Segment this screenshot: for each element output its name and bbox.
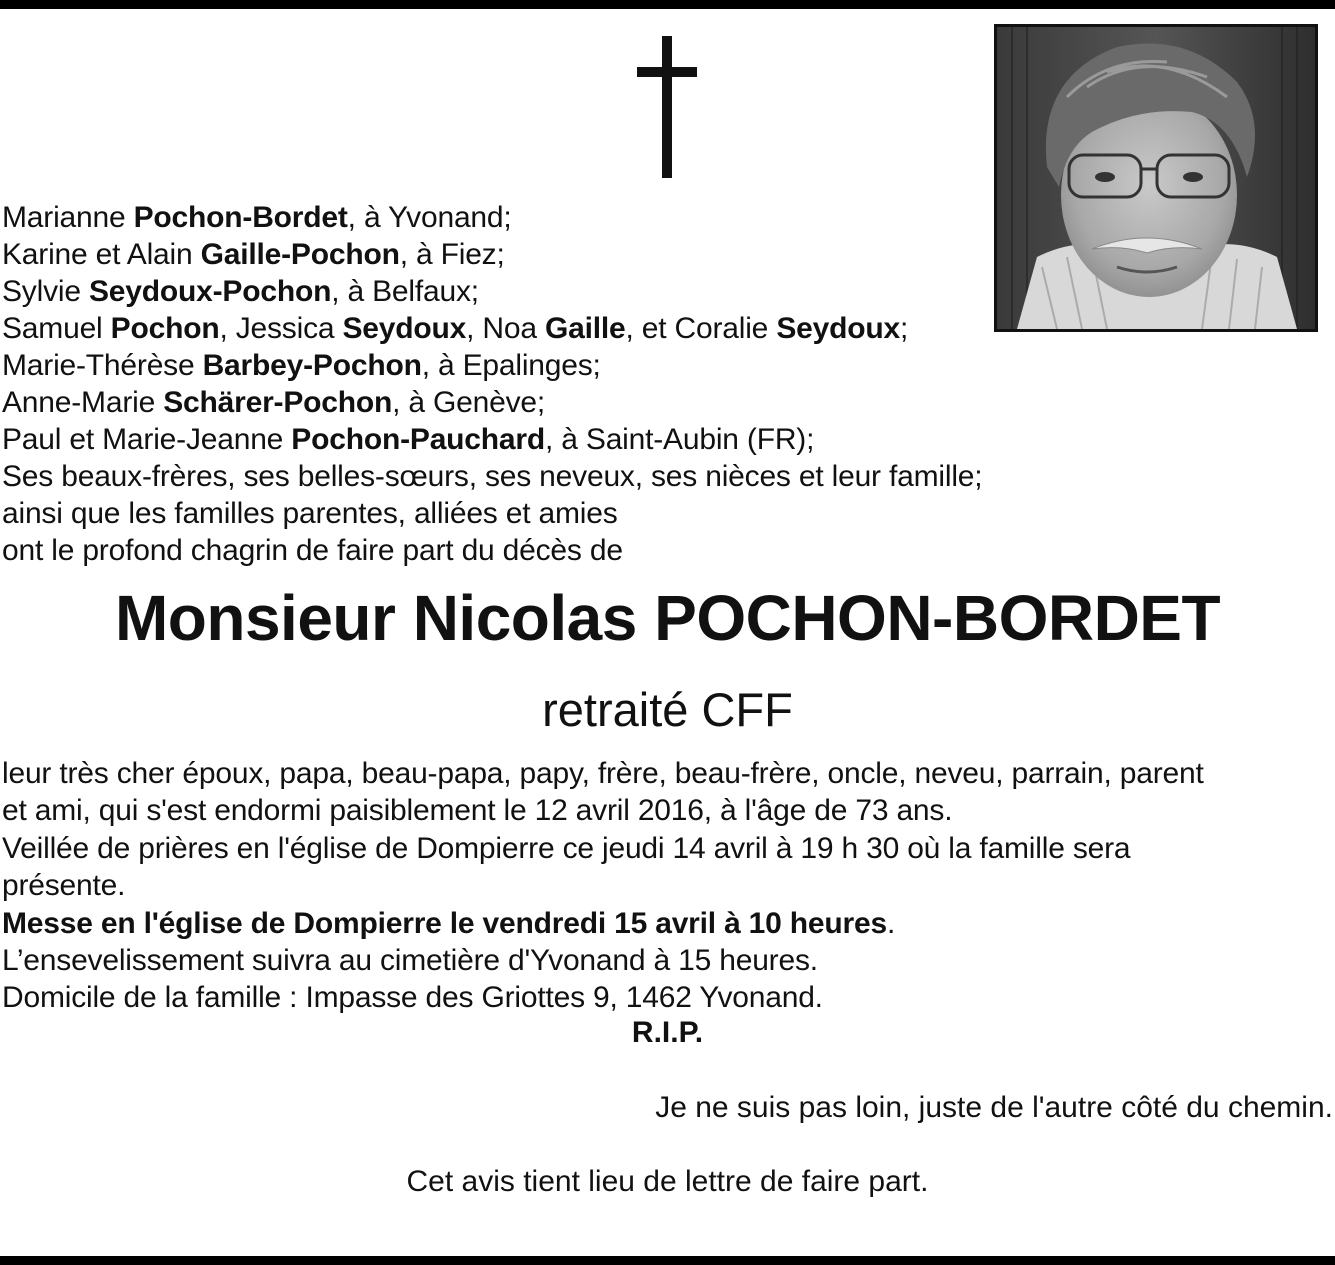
bold-text: Seydoux [776,312,900,345]
text: Domicile de la famille : Impasse des Griottes 9, 1462 Yvonand. [2,981,823,1015]
body-line [2,867,1335,904]
bold-text: Barbey-Pochon [202,349,422,382]
bold-text: Gaille-Pochon [200,238,400,271]
text: , et Coralie [625,312,777,345]
text: , à Belfaux; [331,275,479,308]
text: , à Yvonand; [347,201,512,234]
family-line [2,532,982,569]
bold-text: Gaille [544,312,626,345]
body-line [2,979,1335,1016]
notice-text: Cet avis tient lieu de lettre de faire part. [406,1165,929,1198]
text: Marianne [2,201,134,234]
bold-text: Messe en l'église de Dompierre le vendredi 15 avril à 10 heures [2,906,887,940]
text: Marie-Thérèse [2,349,203,382]
family-line [2,421,982,458]
text: , à Fiez; [399,238,505,271]
family-line [2,347,982,384]
rip-text: R.I.P. [631,1016,704,1049]
body-line [2,755,1335,792]
family-line [2,384,982,421]
text: Anne-Marie [2,386,164,419]
bold-text: Seydoux [342,312,467,345]
family-line [2,273,982,310]
text: , à Genève; [392,386,546,419]
deceased-name: Monsieur Nicolas POCHON-BORDET [114,582,1221,654]
text: , à Epalinges; [421,349,601,382]
top-border [0,0,1335,9]
portrait-photo [994,24,1318,332]
text: Karine et Alain [2,238,201,271]
text: Paul et Marie-Jeanne [2,423,292,456]
cross-icon [637,36,697,178]
family-line [2,236,982,273]
text: , à Saint-Aubin (FR); [545,423,815,456]
announcement-body [2,755,1335,1017]
text: Veillée de prières en l'église de Dompierre ce jeudi 14 avril à 19 h 30 où la famille sera [2,831,1131,865]
body-line [2,830,1335,867]
text: , Jessica [219,312,343,345]
body-line [2,792,1335,829]
text: présente. [2,869,126,903]
text: Sylvie [2,275,89,308]
occupation: retraité CFF [542,683,793,736]
text: ; [899,312,909,345]
family-line [2,458,982,495]
bold-text: Pochon-Bordet [133,201,348,234]
family-list [2,199,982,569]
bold-text: Pochon-Pauchard [291,423,545,456]
text: , Noa [466,312,545,345]
bold-text: Seydoux-Pochon [88,275,332,308]
bold-text: Schärer-Pochon [163,386,393,419]
text: et ami, qui s'est endormi paisiblement le 12 avril 2016, à l'âge de 73 ans. [2,794,953,828]
text: ont le profond chagrin de faire part du décès de [2,534,623,567]
text: leur très cher époux, papa, beau-papa, papy, frère, beau-frère, oncle, neveu, parrain, parent [2,757,1204,790]
family-line [2,199,982,236]
text: Samuel [2,312,111,345]
text: Ses beaux-frères, ses belles-sœurs, ses neveux, ses nièces et leur famille; [2,460,983,493]
family-line [2,310,982,347]
quote-text: Je ne suis pas loin, juste de l'autre côté du chemin. [655,1091,1333,1124]
family-line [2,495,982,532]
bottom-border [0,1256,1335,1265]
body-line [2,905,1335,942]
bold-text: Pochon [110,312,220,345]
text: . [886,906,896,940]
body-line [2,942,1335,979]
text: L’ensevelissement suivra au cimetière d'Yvonand à 15 heures. [2,944,818,978]
text: ainsi que les familles parentes, alliées et amies [2,497,618,530]
